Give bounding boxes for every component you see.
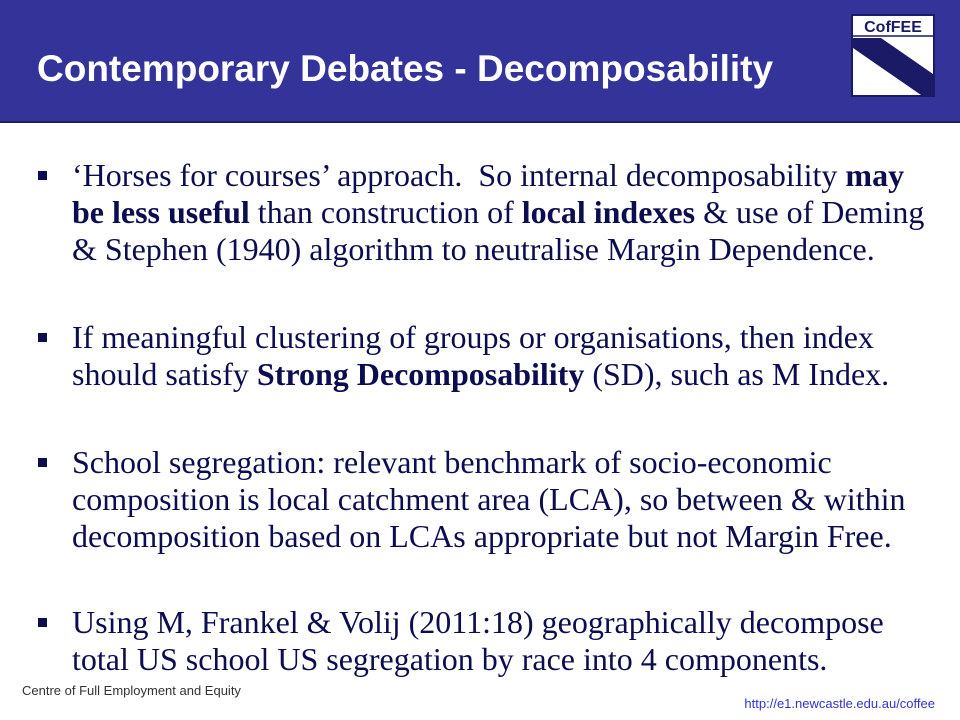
cofee-logo (851, 14, 935, 97)
text-segment: School segregation: relevant benchmark of socio-economic (72, 444, 832, 480)
bullet-line (72, 518, 960, 555)
square-bullet-icon (38, 171, 47, 180)
bullet-line (72, 444, 960, 481)
text-segment: & Stephen (1940) algorithm to neutralise Margin Dependence. (72, 231, 875, 267)
footer-organisation: Centre of Full Employment and Equity (22, 683, 241, 698)
bullet-line (72, 604, 960, 641)
square-bullet-icon (38, 333, 47, 342)
text-segment: (SD), such as M Index. (584, 356, 890, 392)
bullet-line (72, 194, 960, 231)
text-segment: than construction of (249, 194, 522, 230)
emphasis-text: may (845, 157, 905, 193)
bullet-line (72, 481, 960, 518)
cofee-logo-graphic (851, 14, 935, 97)
square-bullet-icon (38, 618, 47, 627)
footer-url-link[interactable]: http://e1.newcastle.edu.au/coffee (744, 696, 935, 711)
bullet-point-3 (0, 444, 960, 555)
bullet-line (72, 231, 960, 268)
text-segment: ‘Horses for courses’ approach. So internal decomposability (72, 157, 846, 193)
logo-text: CofFEE (864, 19, 922, 36)
title-bar (0, 0, 960, 123)
square-bullet-icon (38, 458, 47, 467)
text-segment: should satisfy (72, 356, 257, 392)
emphasis-text: be less useful (72, 194, 250, 230)
bullet-line (72, 319, 960, 356)
text-segment: & use of Deming (695, 194, 925, 230)
text-segment: total US school US segregation by race into 4 components. (72, 641, 828, 677)
bullet-point-1 (0, 157, 960, 268)
bullet-point-2 (0, 319, 960, 393)
emphasis-text: local indexes (521, 194, 696, 230)
text-segment: If meaningful clustering of groups or organisations, then index (72, 319, 874, 355)
emphasis-text: Strong Decomposability (256, 356, 585, 392)
text-segment: Using M, Frankel & Volij (2011:18) geographically decompose (72, 604, 884, 640)
bullet-line (72, 157, 960, 194)
bullet-line (72, 641, 960, 678)
text-segment: composition is local catchment area (LCA), so between & within (72, 481, 906, 517)
text-segment: decomposition based on LCAs appropriate but not Margin Free. (72, 518, 892, 554)
slide-title: Contemporary Debates - Decomposability (37, 48, 774, 89)
bullet-line (72, 356, 960, 393)
bullet-point-4 (0, 604, 960, 678)
